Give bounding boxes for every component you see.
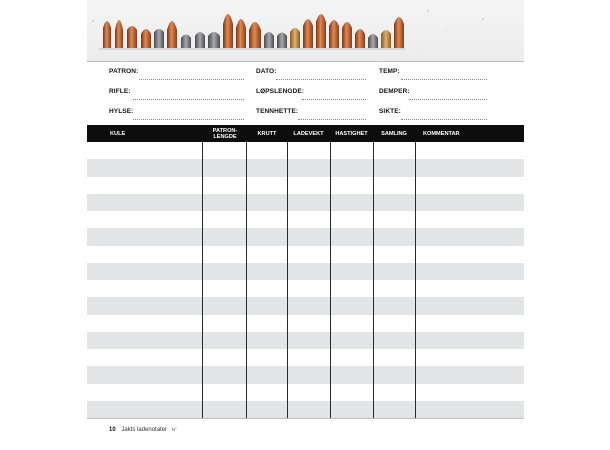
- table-row[interactable]: [87, 280, 524, 297]
- table-row[interactable]: [87, 194, 524, 211]
- rifle-field[interactable]: [109, 88, 244, 100]
- bullet-banner: [87, 0, 524, 62]
- col-header-kule: KULE: [110, 130, 126, 137]
- col-header-ladevekt: LADEVEKT: [293, 130, 324, 137]
- patron-label: PATRON:: [109, 68, 139, 75]
- table-row[interactable]: [87, 228, 524, 245]
- col-header-patronlengde: PATRON- LENGDE: [212, 127, 238, 140]
- table-row[interactable]: [87, 366, 524, 383]
- patron-field[interactable]: [109, 68, 244, 80]
- table-row[interactable]: [87, 297, 524, 314]
- table-row[interactable]: [87, 263, 524, 280]
- lopslengde-field[interactable]: [256, 88, 366, 100]
- sikte-label: SIKTE:: [379, 108, 401, 115]
- table-row[interactable]: [87, 384, 524, 401]
- table-row[interactable]: [87, 211, 524, 228]
- sikte-line: [401, 119, 487, 120]
- col-divider: [246, 142, 247, 418]
- table-row[interactable]: [87, 315, 524, 332]
- col-divider: [415, 142, 416, 418]
- lopslengde-label: LØPSLENGDE:: [256, 88, 305, 95]
- tennhette-line: [298, 119, 366, 120]
- bullets-image: [97, 0, 407, 62]
- hylse-line: [133, 119, 244, 120]
- col-header-hastighet: HASTIGHET: [335, 130, 368, 137]
- dato-line: [276, 79, 366, 80]
- temp-label: TEMP:: [379, 68, 400, 75]
- col-divider: [202, 142, 203, 418]
- table-row[interactable]: [87, 246, 524, 263]
- temp-field[interactable]: [379, 68, 487, 80]
- sikte-field[interactable]: [379, 108, 487, 120]
- page-number: 10: [109, 427, 116, 433]
- col-divider: [287, 142, 288, 418]
- table-row[interactable]: [87, 159, 524, 176]
- notes-page: [87, 0, 524, 450]
- publisher-logo: N°: [171, 427, 177, 432]
- hylse-label: HYLSE:: [109, 108, 134, 115]
- lopslengde-line: [302, 99, 366, 100]
- dato-field[interactable]: [256, 68, 366, 80]
- table-row[interactable]: [87, 177, 524, 194]
- col-divider: [330, 142, 331, 418]
- banner-divider: [87, 61, 524, 62]
- temp-line: [401, 79, 487, 80]
- tennhette-label: TENNHETTE:: [256, 108, 299, 115]
- hylse-field[interactable]: [109, 108, 244, 120]
- col-header-samling: SAMLING: [381, 130, 407, 137]
- book-title: Jakts ladenotater: [121, 427, 168, 433]
- demper-label: DEMPER:: [379, 88, 410, 95]
- col-divider: [373, 142, 374, 418]
- table-header: [87, 125, 524, 142]
- dato-label: DATO:: [256, 68, 277, 75]
- page-footer: [109, 427, 177, 433]
- col-header-krutt: KRUTT: [257, 130, 277, 137]
- table-row[interactable]: [87, 142, 524, 159]
- demper-line: [409, 99, 487, 100]
- patron-line: [139, 79, 244, 80]
- table-row[interactable]: [87, 332, 524, 349]
- table-row[interactable]: [87, 401, 524, 418]
- table-row[interactable]: [87, 349, 524, 366]
- demper-field[interactable]: [379, 88, 487, 100]
- col-header-kommentar: KOMMENTAR: [423, 130, 460, 137]
- tennhette-field[interactable]: [256, 108, 366, 120]
- rifle-line: [133, 99, 244, 100]
- table-bottom-border: [87, 418, 524, 419]
- rifle-label: RIFLE:: [109, 88, 131, 95]
